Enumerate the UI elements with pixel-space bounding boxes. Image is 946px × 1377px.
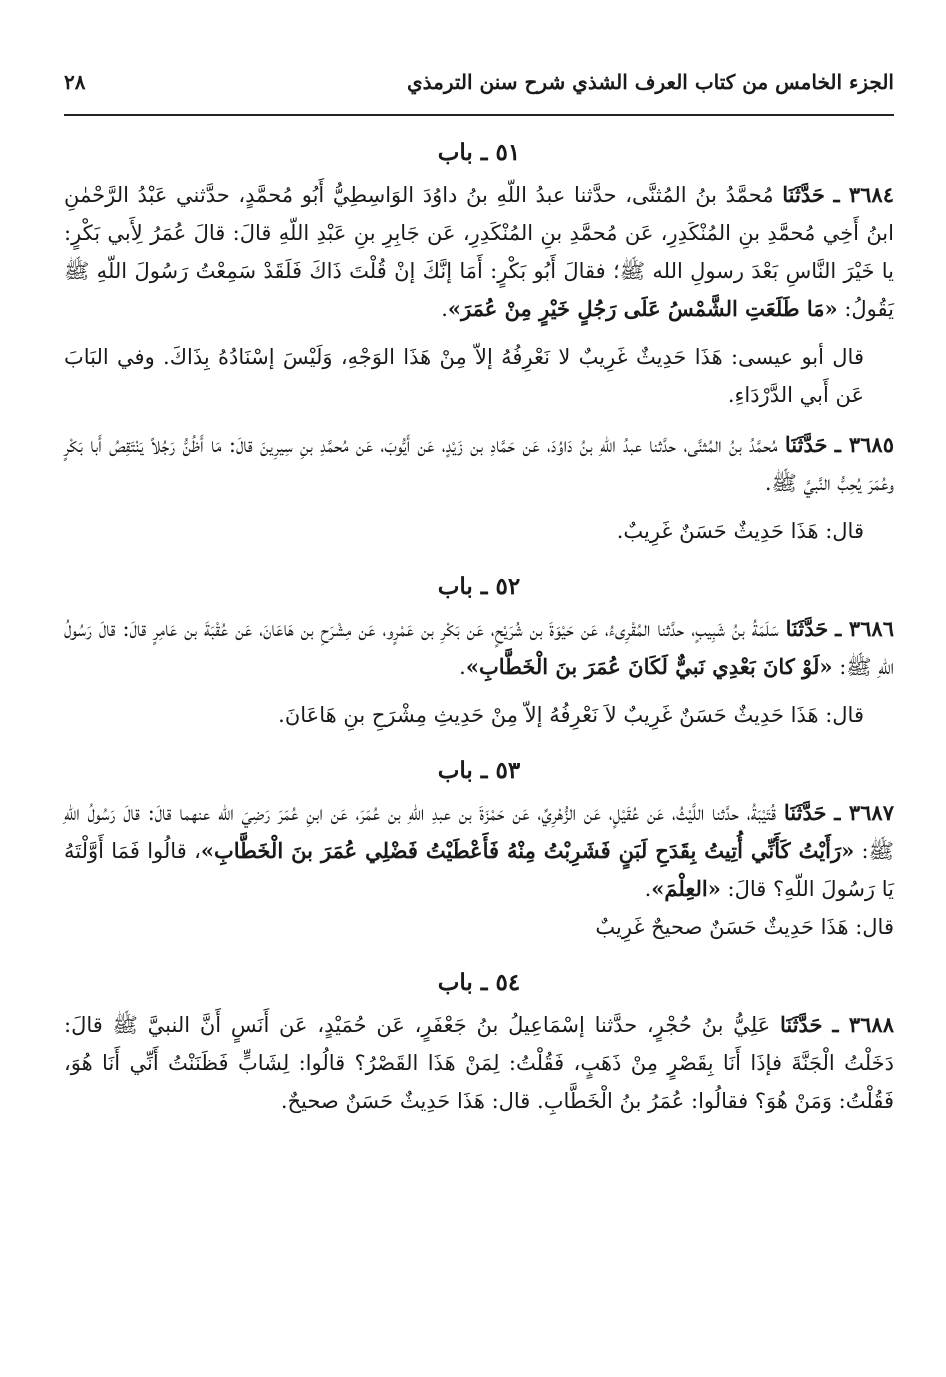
grading-3685: قال: هَذَا حَدِيثٌ حَسَنٌ غَرِيبٌ. bbox=[616, 519, 864, 543]
hadith-3686 bbox=[64, 610, 894, 686]
running-header bbox=[64, 70, 894, 106]
hadith-text: مُحمَّدُ بنُ المُثنَّى، حدَّثنا عبدُ اللّهِ بنُ دَاوُدَ، عَن حَمَّادِ بن زَيْدٍ، عَن أَيُّوبَ، عَن مُحمَّدِ بنِ سِيرِينَ قالَ: مَا أَظُنُّ رَجُلاً يَنْتَقِصُ أَبا بَكْرٍ وعُمَرَ يُحِبُّ النَّبيَّ ﷺ. bbox=[64, 433, 894, 495]
prophetic-answer: «العِلْمَ» bbox=[651, 876, 721, 901]
hadith-number: ٣٦٨٧ ـ bbox=[834, 800, 894, 825]
hadith-text: مُحمَّدُ بنُ المُثنَّى، حدَّثنا عبدُ اللّهِ بنُ داوُدَ الوَاسِطِيُّ أَبُو مُحمَّدٍ، حدَّثني عَبْدُ الرَّحْمٰنِ ابنُ أَخِي مُحمَّدِ بنِ المُنْكَدِرِ، عَن مُحمَّدِ بنِ المُنْكَدِرِ، عَن جَابِرِ بنِ عَبْدِ اللّهِ قالَ: قالَ عُمَرُ لِأَبي بَكْرٍ: يا خَيْرَ النَّاسِ بَعْدَ رسولِ الله ﷺ؛ فقالَ أَبُو بَكْرٍ: أَمَا إنَّكَ إنْ قُلْتَ ذَاكَ فَلَقَدْ سَمِعْتُ رَسُولَ اللّهِ ﷺ يَقُولُ: bbox=[64, 183, 894, 321]
abu-isa-note-3684: قال أبو عيسى: هَذَا حَدِيثٌ غَرِيبٌ لا نَعْرِفُهُ إلاّ مِنْ هَذَا الوَجْهِ، وَلَيْسَ إسْنَادُهُ بِذَاكَ. وفي البَابَ عَن أَبي الدَّرْدَاءِ. bbox=[64, 345, 864, 407]
haddathana-word: حَدَّثَنَا bbox=[782, 182, 825, 207]
hadith-3684 bbox=[64, 176, 894, 328]
hadith-3685 bbox=[64, 426, 894, 502]
haddathana-word: حَدَّثَنَا bbox=[783, 800, 827, 825]
hadith-text-end: . bbox=[644, 877, 652, 901]
hadith-number: ٣٦٨٤ ـ bbox=[833, 182, 894, 207]
header-rule bbox=[64, 114, 894, 116]
page-number: ٢٨ bbox=[64, 70, 86, 94]
hadith-number: ٣٦٨٦ ـ bbox=[835, 616, 894, 641]
hadith-number: ٣٦٨٨ ـ bbox=[832, 1012, 894, 1037]
hadith-text-end: . bbox=[441, 297, 448, 321]
book-page bbox=[64, 70, 894, 1360]
hadith-3688 bbox=[64, 1006, 894, 1120]
hadith-text: عَلِيُّ بنُ حُجْرٍ، حدَّثنا إسْمَاعِيلُ بنُ جَعْفَرٍ، عَن حُمَيْدٍ، عَن أَنَسٍ أَنَّ النبيَّ ﷺ قالَ: دَخَلْتُ الْجَنَّةَ فإذَا أَنَا بِقَصْرٍ مِنْ ذَهَبٍ، فَقُلْتُ: لِمَنْ هَذَا القَصْرُ؟ قالُوا: لِشَابٍّ فَظَنَنْتُ أَنِّي أَنَا هُوَ، فَقُلْتُ: وَمَنْ هُوَ؟ فقالُوا: عُمَرُ بنُ الْخَطَّابِ. قال: هَذَا حَدِيثٌ حَسَنٌ صحيحٌ. bbox=[64, 1013, 894, 1113]
hadith-text-middle: ، قالُوا فَمَا أَوَّلْتَهُ يَا رَسُولَ اللّهِ؟ قالَ: bbox=[64, 839, 894, 901]
hadith-text-end: . bbox=[459, 655, 466, 679]
chapter-heading-51: ٥١ ـ باب bbox=[437, 139, 521, 166]
grading-3687: قال: هَذَا حَدِيثٌ حَسَنٌ صحيحٌ غَرِيبٌ bbox=[595, 915, 894, 939]
prophetic-quote: «لَوْ كانَ بَعْدِي نَبيٌّ لَكَانَ عُمَرَ بنَ الْخَطَّابِ» bbox=[465, 654, 833, 679]
hadith-3687 bbox=[64, 794, 894, 908]
chapter-heading-54: ٥٤ ـ باب bbox=[437, 969, 521, 996]
haddathana-word: حَدَّثَنَا bbox=[779, 1012, 823, 1037]
haddathana-word: حَدَّثَنَا bbox=[785, 616, 829, 641]
chapter-heading-53: ٥٣ ـ باب bbox=[437, 757, 521, 784]
chapter-heading-52: ٥٢ ـ باب bbox=[437, 573, 521, 600]
hadith-text: سَلَمَةُ بنُ شَبِيبٍ، حدَّثنا المُقْرِىءُ، عَن حَيْوَةَ بن شُرَيْحٍ، عَن بَكْرِ بن عَمْرٍو، عَن مِشْرَحِ بن هَاعَانَ، عَن عُقْبَةَ بن عَامِرٍ قالَ: قالَ رَسُولُ اللّهِ ﷺ: bbox=[64, 617, 894, 679]
grading-3686: قال: هَذَا حَدِيثٌ حَسَنٌ غَرِيبٌ لاَ نَعْرِفُهُ إلاّ مِنْ حَدِيثِ مِشْرَحِ بنِ هَاعَانَ. bbox=[278, 703, 864, 727]
running-title: الجزء الخامس من كتاب العرف الشذي شرح سنن الترمذي bbox=[406, 70, 894, 94]
hadith-text: قُتَيْبَةُ، حدَّثنا اللَّيْثُ، عَن عُقَيْلٍ، عَن الزُّهْرِيِّ، عَن حَمْزَةَ بن عبدِ اللّهِ بن عُمَرَ، عَن ابنِ عُمَرَ رَضِيَ الله عنهما قالَ: قالَ رَسُولُ اللّهِ ﷺ: bbox=[64, 801, 894, 863]
prophetic-quote: «مَا طَلَعَتِ الشَّمْسُ عَلَى رَجُلٍ خَيْرٍ مِنْ عُمَرَ» bbox=[447, 296, 838, 321]
prophetic-quote: «رَأَيْتُ كَأَنِّي أُتِيتُ بِقَدَحِ لَبَنٍ فَشَرِبْتُ مِنْهُ فَأَعْطَيْتُ فَضْلِي عُمَرَ بنَ الْخَطَّابِ» bbox=[200, 838, 855, 863]
haddathana-word: حَدَّثَنَا bbox=[784, 432, 828, 457]
hadith-number: ٣٦٨٥ ـ bbox=[834, 432, 894, 457]
